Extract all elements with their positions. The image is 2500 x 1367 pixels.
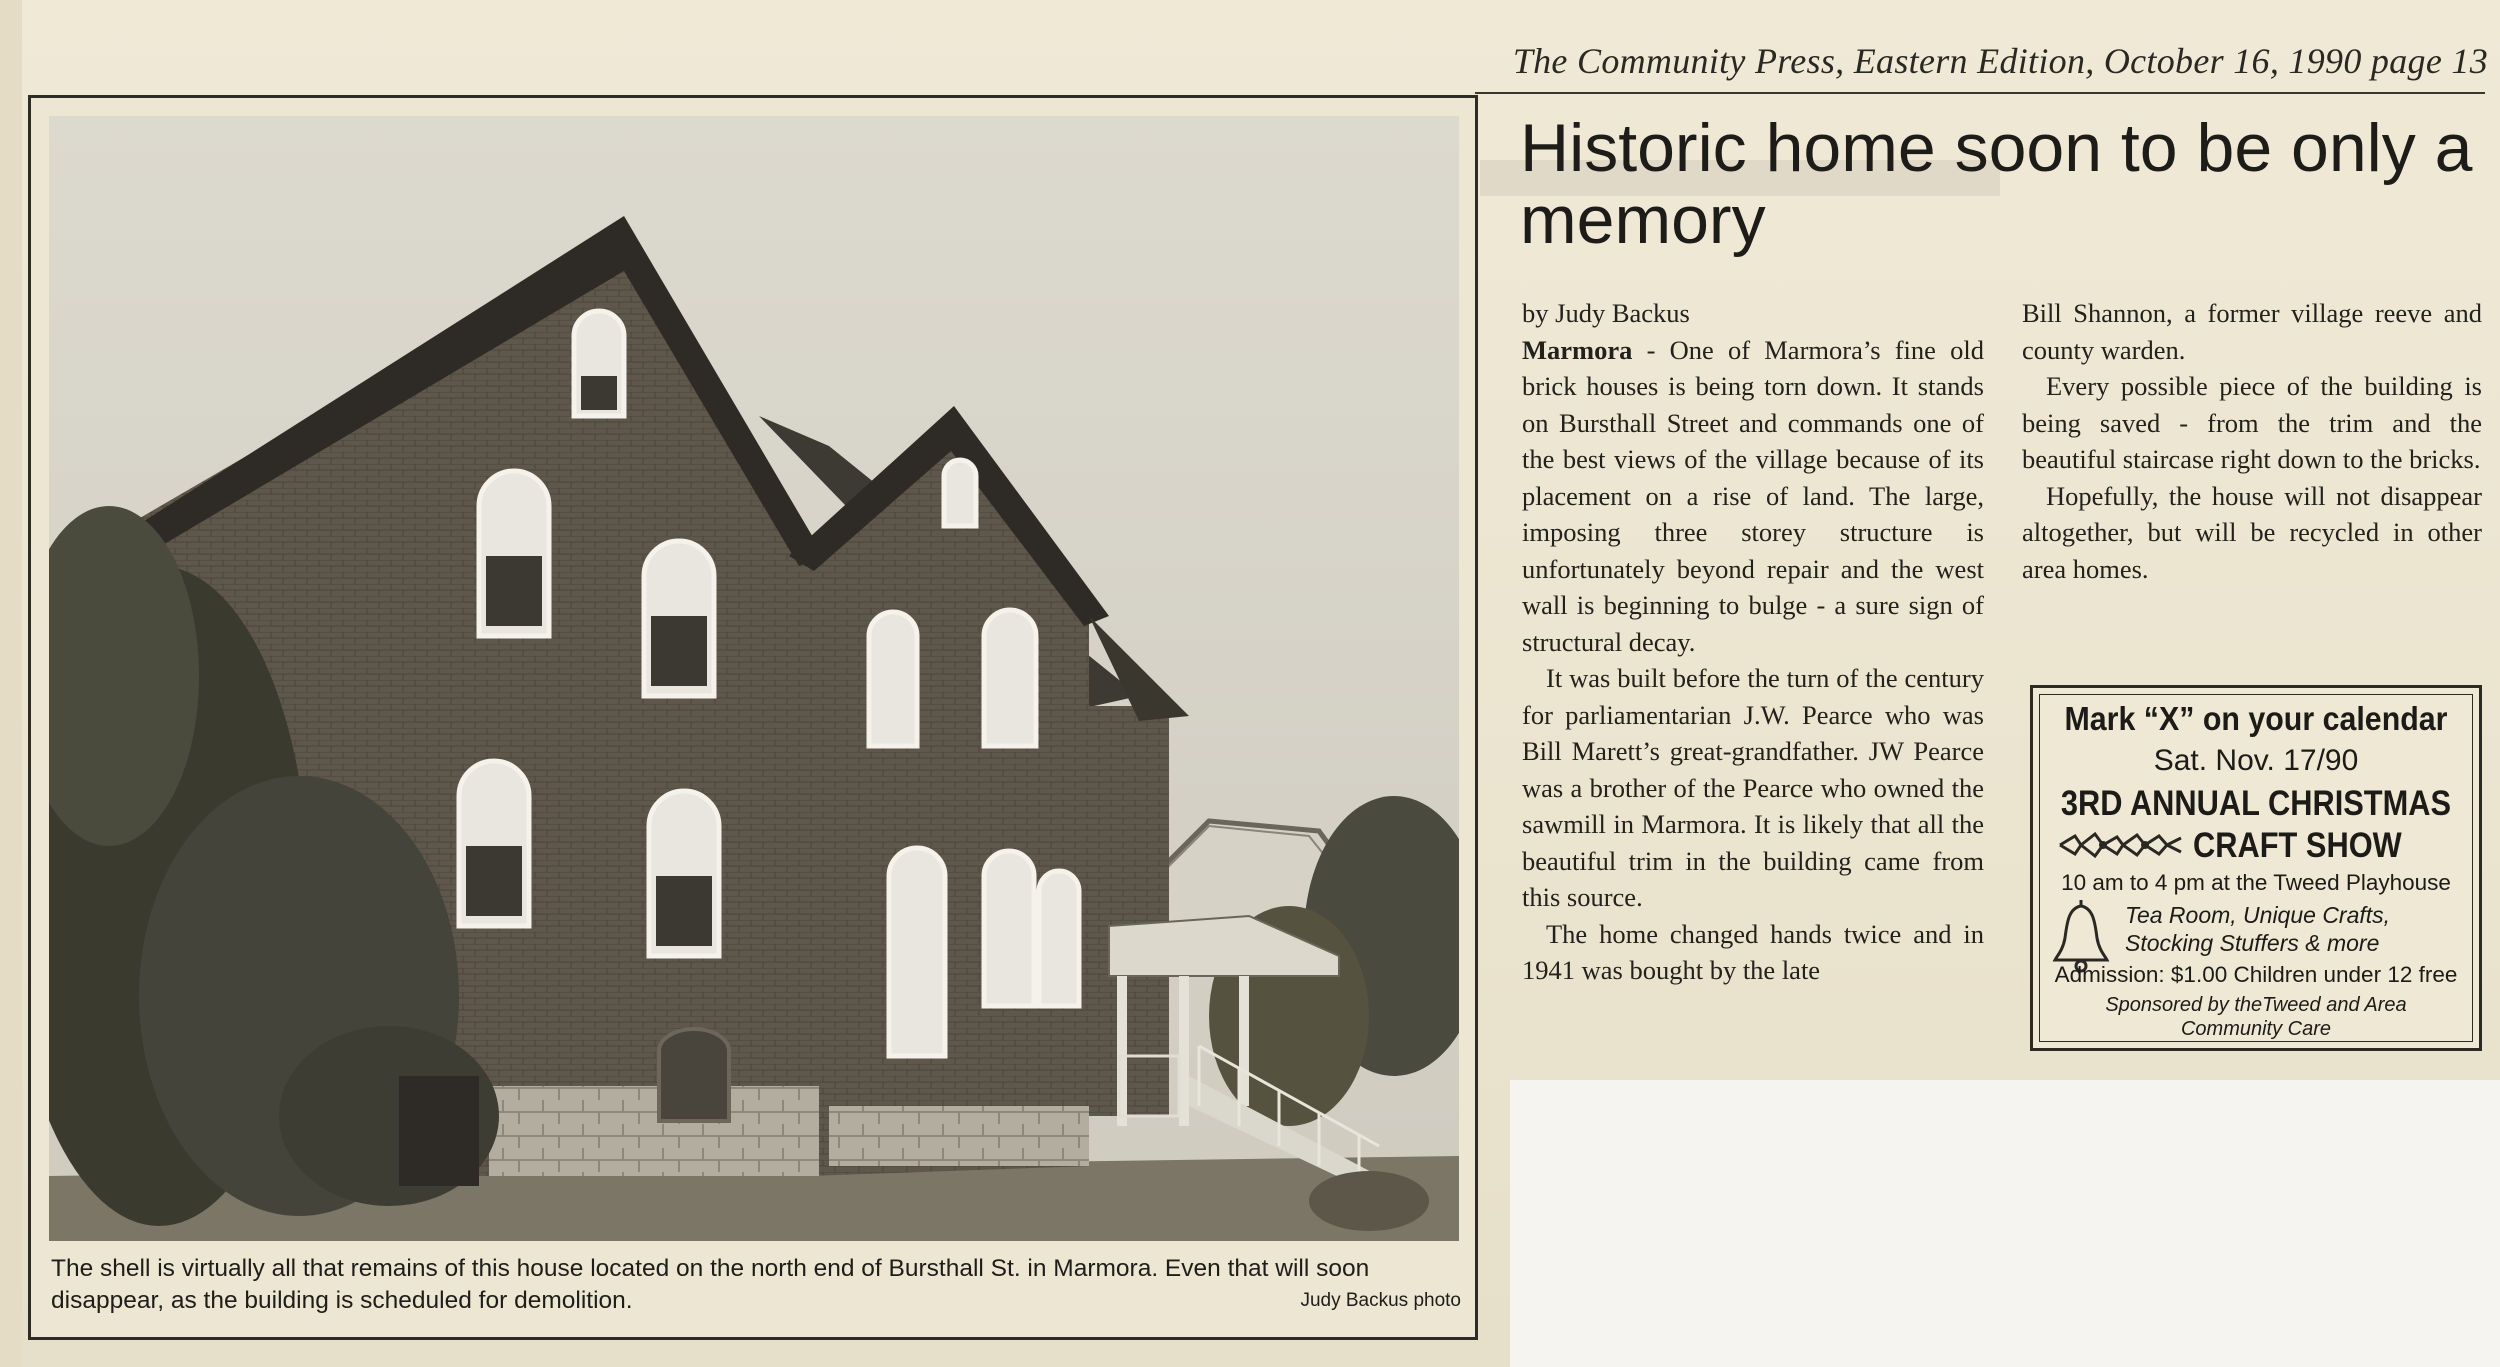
- ad-sponsor-2: Community Care: [2180, 1018, 2332, 1040]
- paragraph-1: [1522, 332, 1984, 661]
- header-rule: [1475, 92, 2485, 94]
- ad-subtitle: CRAFT SHOW: [2193, 826, 2402, 865]
- ad-admission: Admission: $1.00 Children under 12 free: [2054, 962, 2458, 987]
- house-illustration: [49, 116, 1459, 1241]
- photo-credit: Judy Backus photo: [1300, 1290, 1461, 1311]
- blank-paper-area: [1510, 1080, 2500, 1367]
- paragraph-1-text: - One of Marmora’s fine old brick houses is being torn down. It stands on Bursthall Street and commands one of the best views of the village because of its placement on a rise of land. The large, imposing three storey structure is unfortunately beyond repair and the west wall is beginning to bulge - a sure sign of structural decay.: [1522, 334, 1984, 657]
- ad-features-2: Stocking Stuffers & more: [2125, 930, 2380, 956]
- article-column-2: [2022, 295, 2482, 587]
- paragraph-6: Hopefully, the house will not disappear altogether, but will be recycled in other area homes.: [2022, 480, 2482, 584]
- ad-date: Sat. Nov. 17/90: [2153, 744, 2359, 777]
- ad-line-1: Mark “X” on your calendar: [2064, 700, 2448, 737]
- byline: by Judy Backus: [1522, 298, 1690, 328]
- article-column-1: [1522, 295, 1984, 989]
- location-kicker: Marmora: [1522, 334, 1633, 365]
- photo-box: [28, 95, 1478, 1340]
- holly-icon: [2055, 828, 2185, 862]
- article-headline: Historic home soon to be only a memory: [1520, 110, 2473, 258]
- caption-text: The shell is virtually all that remains of this house located on the north end of Bursthall St. in Marmora. Even that will soon disappear, as the building is scheduled for demolition.: [51, 1255, 1370, 1314]
- paragraph-3: The home changed hands twice and in 1941 was bought by the late: [1522, 918, 1984, 985]
- scan-edge: [0, 0, 22, 1367]
- publication-dateline: The Community Press, Eastern Edition, October 16, 1990 page 13: [1512, 41, 2488, 81]
- paragraph-4: Bill Shannon, a former village reeve and county warden.: [2022, 298, 2482, 365]
- craft-show-ad: [2030, 685, 2482, 1051]
- photo-caption: [51, 1253, 1461, 1317]
- paragraph-2: It was built before the turn of the century for parliamentarian J.W. Pearce who was Bill Marett’s great-grandfather. JW Pearce was a brother of the Pearce who owned the sawmill in Marmora. It is likely that all the beautiful trim in the building came from this source.: [1522, 663, 1984, 912]
- ad-title: 3RD ANNUAL CHRISTMAS: [2060, 784, 2452, 823]
- paragraph-5: Every possible piece of the building is being saved - from the trim and the beautiful staircase right down to the bricks.: [2022, 371, 2482, 474]
- house-photo: [49, 116, 1459, 1241]
- ad-time-location: 10 am to 4 pm at the Tweed Playhouse: [2061, 870, 2451, 895]
- ad-sponsor-1: Sponsored by theTweed and Area: [2105, 994, 2407, 1016]
- ad-features-1: Tea Room, Unique Crafts,: [2125, 902, 2391, 928]
